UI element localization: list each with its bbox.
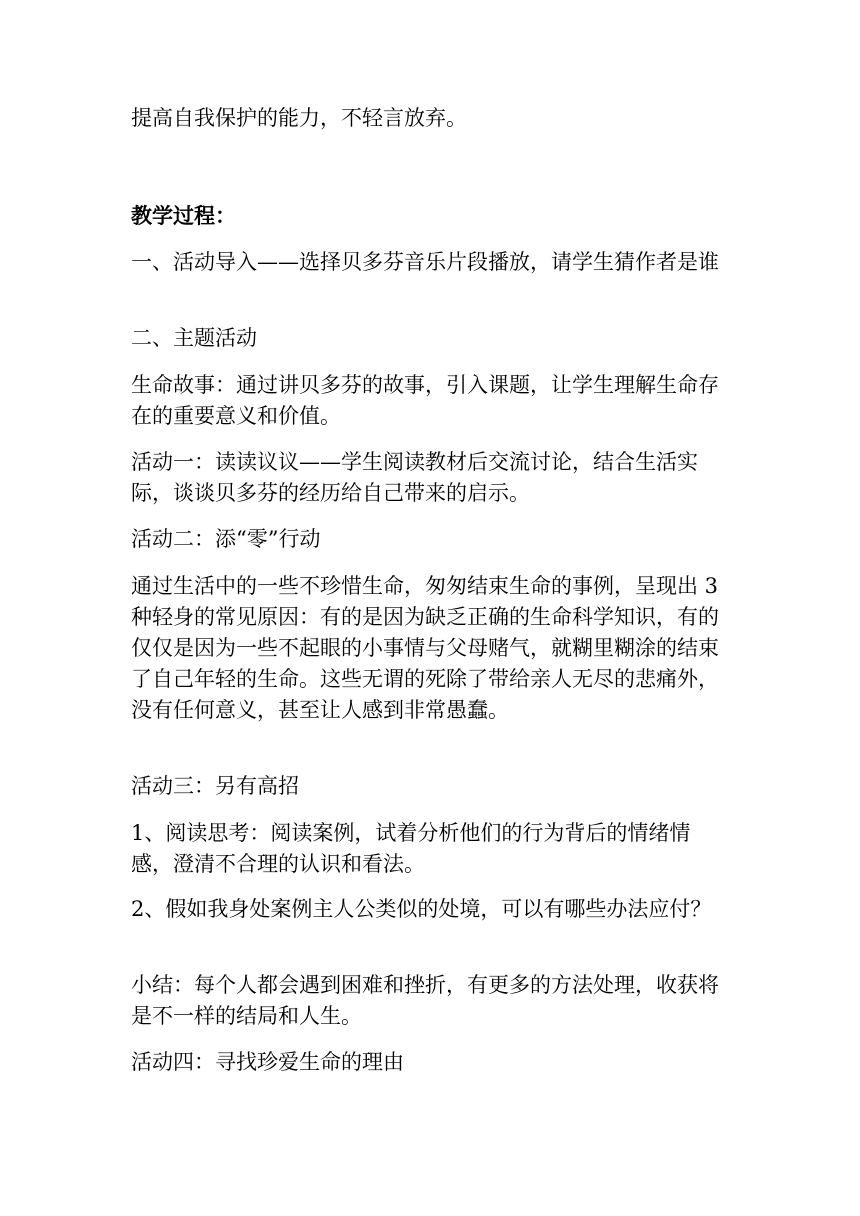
- paragraph-activity-two: 活动二：添“零”行动: [131, 527, 321, 551]
- paragraph-activity-two-body: 通过生活中的一些不珍惜生命，匆匆结束生命的事例，呈现出 3种轻身的常见原因：有的是因为缺乏正确的生命科学知识，有的仅仅是因为一些不起眼的小事情与父母赌气，就糊里糊涂的结束了自己年轻的生命。这些无谓的死除了带给亲人无尽的悲痛外，没有任何意义，甚至让人感到非常愚蠢。: [131, 574, 719, 722]
- paragraph-intro-ending: 提高自我保护的能力，不轻言放弃。: [131, 106, 467, 130]
- paragraph-activity-three: 活动三：另有高招: [131, 774, 299, 798]
- paragraph-activity-intro: 一、活动导入——选择贝多芬音乐片段播放，请学生猜作者是谁: [131, 250, 719, 274]
- paragraph-reading-reflection: 1、阅读思考：阅读案例，试着分析他们的行为背后的情绪情感，澄清不合理的认识和看法。: [131, 821, 691, 876]
- paragraph-theme-activity: 二、主题活动: [131, 326, 257, 350]
- paragraph-summary: 小结：每个人都会遇到困难和挫折，有更多的方法处理，收获将是不一样的结局和人生。: [131, 973, 719, 1028]
- paragraph-life-story: 生命故事：通过讲贝多芬的故事，引入课题，让学生理解生命存在的重要意义和价值。: [131, 373, 719, 428]
- paragraph-activity-one: 活动一：读读议议——学生阅读教材后交流讨论，结合生活实际，谈谈贝多芬的经历给自己带来的启示。: [131, 450, 698, 505]
- paragraph-activity-four: 活动四：寻找珍爱生命的理由: [131, 1050, 404, 1074]
- paragraph-hypothetical: 2、假如我身处案例主人公类似的处境，可以有哪些办法应付？: [131, 897, 712, 921]
- section-heading-teaching-process: 教学过程：: [131, 203, 236, 228]
